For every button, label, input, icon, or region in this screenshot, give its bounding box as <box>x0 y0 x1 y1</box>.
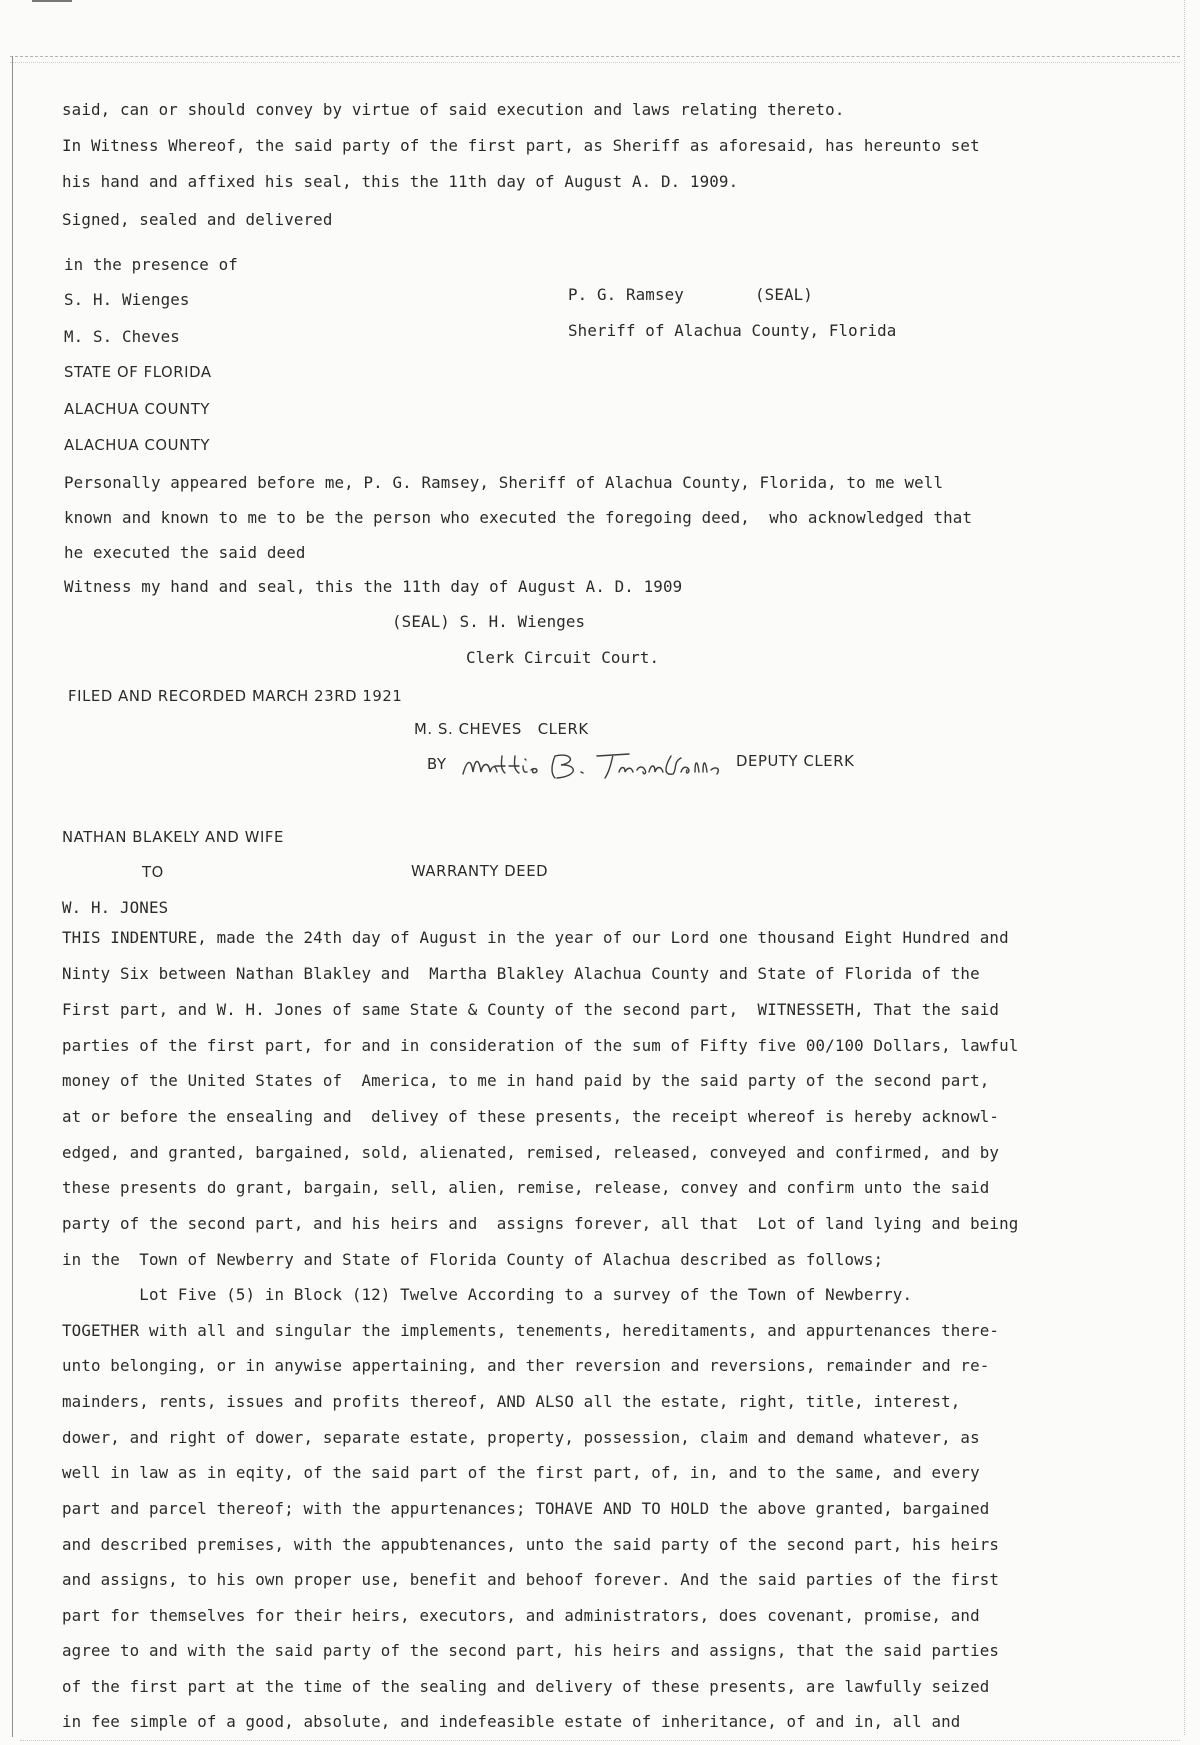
clerk-seal-line: (SEAL) S. H. Wienges <box>392 612 586 631</box>
clerk-title: Clerk Circuit Court. <box>466 648 660 667</box>
page-top-edge <box>10 56 1180 57</box>
indenture-line-2: Ninty Six between Nathan Blakley and Martha Blakley Alachua County and State of Florida of the <box>62 964 980 983</box>
indenture-line-19: and assigns, to his own proper use, benefit and behoof forever. And the said parties of the first <box>62 1570 1000 1589</box>
indenture-line-18: and described premises, with the appubtenances, unto the said party of the second part, his heirs <box>62 1535 1000 1554</box>
indenture-line-14: mainders, rents, issues and profits thereof, AND ALSO all the estate, right, title, interest, <box>62 1392 961 1411</box>
indenture-line-17: part and parcel thereof; with the appurtenances; TOHAVE AND TO HOLD the above granted, bargained <box>62 1499 990 1518</box>
county-heading-2: ALACHUA COUNTY <box>64 437 211 454</box>
sheriff-name: P. G. Ramsey <box>568 285 684 304</box>
closing-line-2: In Witness Whereof, the said party of the first part, as Sheriff as aforesaid, has hereunto set <box>62 136 980 155</box>
lot-description: Lot Five (5) in Block (12) Twelve According to a survey of the Town of Newberry. <box>62 1285 913 1304</box>
indenture-line-12: TOGETHER with all and singular the implements, tenements, hereditaments, and appurtenances there- <box>62 1321 1000 1340</box>
page-left-edge <box>12 56 13 1737</box>
presence-line: in the presence of <box>64 255 238 274</box>
deputy-clerk-signature <box>459 748 724 786</box>
closing-line-3: his hand and affixed his seal, this the 11th day of August A. D. 1909. <box>62 172 739 191</box>
acknowledgement-line-2: known and known to me to be the person who executed the foregoing deed, who acknowledged that <box>64 508 973 527</box>
indenture-line-15: dower, and right of dower, separate estate, property, possession, claim and demand whatever, as <box>62 1428 980 1447</box>
indenture-line-6: at or before the ensealing and delivey of these presents, the receipt whereof is hereby acknowl- <box>62 1107 1000 1126</box>
indenture-line-16: well in law as in eqity, of the said part of the first part, of, in, and to the same, and every <box>62 1463 980 1482</box>
recorder-by: BY <box>427 756 447 773</box>
deputy-clerk-title: DEPUTY CLERK <box>736 753 855 770</box>
grantee-heading: W. H. JONES <box>62 898 169 917</box>
filed-recorded-stamp: FILED AND RECORDED MARCH 23RD 1921 <box>68 688 403 705</box>
witness-2: M. S. Cheves <box>64 327 180 346</box>
indenture-line-13: unto belonging, or in anywise appertaining, and ther reversion and reversions, remainder and re- <box>62 1356 990 1375</box>
acknowledgement-line-3: he executed the said deed <box>64 543 306 562</box>
signed-sealed-line: Signed, sealed and delivered <box>62 210 333 229</box>
recorder-clerk-name: M. S. CHEVES CLERK <box>414 721 589 738</box>
indenture-line-1: THIS INDENTURE, made the 24th day of August in the year of our Lord one thousand Eight Hundred and <box>62 928 1009 947</box>
indenture-line-22: of the first part at the time of the sealing and delivery of these presents, are lawfully seized <box>62 1677 990 1696</box>
to-heading: TO <box>142 864 164 881</box>
indenture-line-3: First part, and W. H. Jones of same State & County of the second part, WITNESSETH, That the said <box>62 1000 1000 1019</box>
indenture-line-9: party of the second part, and his heirs and assigns forever, all that Lot of land lying and being <box>62 1214 1019 1233</box>
grantor-heading: NATHAN BLAKELY AND WIFE <box>62 829 284 846</box>
sheriff-seal: (SEAL) <box>755 285 813 304</box>
indenture-line-8: these presents do grant, bargain, sell, alien, remise, release, convey and confirm unto the said <box>62 1178 990 1197</box>
acknowledgement-witness: Witness my hand and seal, this the 11th day of August A. D. 1909 <box>64 577 683 596</box>
closing-line-1: said, can or should convey by virtue of said execution and laws relating thereto. <box>62 100 845 119</box>
indenture-line-10: in the Town of Newberry and State of Florida County of Alachua described as follows; <box>62 1250 884 1269</box>
sheriff-title: Sheriff of Alachua County, Florida <box>568 321 897 340</box>
scan-edge-mark <box>32 0 72 2</box>
county-heading-1: ALACHUA COUNTY <box>64 401 211 418</box>
witness-1: S. H. Wienges <box>64 290 190 309</box>
indenture-line-21: agree to and with the said party of the second part, his heirs and assigns, that the said parties <box>62 1641 1000 1660</box>
indenture-line-5: money of the United States of America, to me in hand paid by the said party of the second part, <box>62 1071 990 1090</box>
deed-type-heading: WARRANTY DEED <box>411 863 549 880</box>
page-top-edge-shadow <box>10 62 1180 63</box>
state-heading: STATE OF FLORIDA <box>64 364 212 381</box>
page-right-edge <box>1184 0 1185 1735</box>
indenture-line-23: in fee simple of a good, absolute, and indefeasible estate of inheritance, of and in, all and <box>62 1712 961 1731</box>
page-bottom-edge <box>20 1740 1180 1741</box>
acknowledgement-line-1: Personally appeared before me, P. G. Ramsey, Sheriff of Alachua County, Florida, to me well <box>64 473 944 492</box>
indenture-line-4: parties of the first part, for and in consideration of the sum of Fifty five 00/100 Dollars, lawful <box>62 1036 1019 1055</box>
indenture-line-20: part for themselves for their heirs, executors, and administrators, does covenant, promise, and <box>62 1606 980 1625</box>
indenture-line-7: edged, and granted, bargained, sold, alienated, remised, released, conveyed and confirmed, and by <box>62 1143 1000 1162</box>
